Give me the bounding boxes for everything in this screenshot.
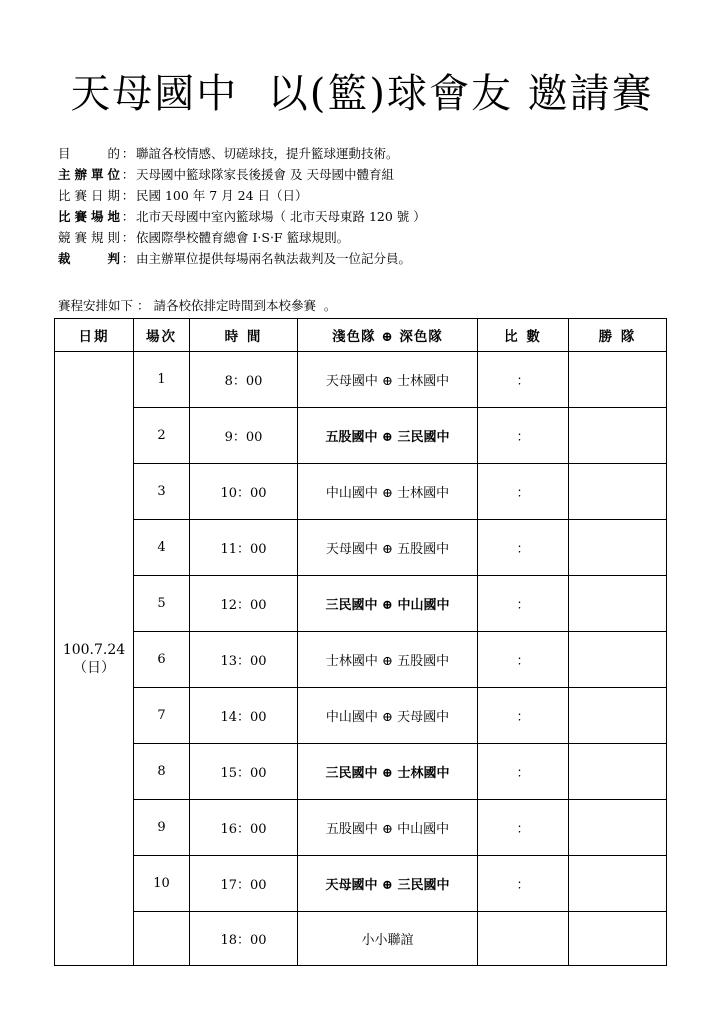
info-label: 競賽規則 xyxy=(58,230,120,245)
info-separator: ： xyxy=(121,230,135,245)
score-cell: ： xyxy=(478,744,569,800)
score-cell: ： xyxy=(478,632,569,688)
winner-cell xyxy=(569,744,667,800)
info-value: 由主辦單位提供每場兩名執法裁判及一位記分員。 xyxy=(136,251,412,266)
header-date: 日期 xyxy=(55,319,134,352)
table-row xyxy=(55,800,667,856)
game-number: 4 xyxy=(134,520,190,576)
header-time: 時 間 xyxy=(190,319,298,352)
table-row xyxy=(55,744,667,800)
info-value: 北市天母國中室內籃球場（ 北市天母東路 120 號 ） xyxy=(136,209,426,224)
table-row xyxy=(55,352,667,408)
info-value: 依國際學校體育總會 I‧S‧F 籃球規則。 xyxy=(136,230,350,245)
info-row-date xyxy=(58,185,698,206)
game-number: 8 xyxy=(134,744,190,800)
info-separator: ： xyxy=(121,146,135,161)
final-event: 小小聯誼 xyxy=(298,912,478,966)
matchup: 中山國中 ⊕ 天母國中 xyxy=(298,688,478,744)
game-number: 10 xyxy=(134,856,190,912)
matchup: 天母國中 ⊕ 士林國中 xyxy=(298,352,478,408)
game-time: 8：00 xyxy=(190,352,298,408)
game-number: 7 xyxy=(134,688,190,744)
info-row-purpose xyxy=(58,143,698,164)
date-weekday: （日） xyxy=(73,659,115,676)
winner-cell xyxy=(569,688,667,744)
winner-cell xyxy=(569,800,667,856)
table-row xyxy=(55,688,667,744)
game-time: 14：00 xyxy=(190,688,298,744)
game-number: 5 xyxy=(134,576,190,632)
info-separator: ： xyxy=(121,188,135,203)
info-label: 比賽日期 xyxy=(58,188,120,203)
score-cell: ： xyxy=(478,408,569,464)
winner-cell xyxy=(569,464,667,520)
game-number: 9 xyxy=(134,800,190,856)
matchup: 士林國中 ⊕ 五股國中 xyxy=(298,632,478,688)
table-row-final xyxy=(55,912,667,966)
winner-cell xyxy=(569,352,667,408)
page-title: 天母國中 以(籃)球會友 邀請賽 xyxy=(70,71,654,117)
info-separator: ： xyxy=(121,251,135,266)
info-value: 天母國中籃球隊家長後援會 及 天母國中體育組 xyxy=(136,167,394,182)
game-time: 13：00 xyxy=(190,632,298,688)
info-label: 目的 xyxy=(58,146,120,161)
score-cell: ： xyxy=(478,520,569,576)
info-value: 民國 100 年 7 月 24 日（日） xyxy=(136,188,308,203)
game-number: 2 xyxy=(134,408,190,464)
info-separator: ： xyxy=(121,167,135,182)
header-winner: 勝 隊 xyxy=(569,319,667,352)
info-row-referee xyxy=(58,248,698,269)
info-row-organizer xyxy=(58,164,698,185)
info-separator: ： xyxy=(121,209,135,224)
matchup: 五股國中 ⊕ 中山國中 xyxy=(298,800,478,856)
game-time: 12：00 xyxy=(190,576,298,632)
game-time: 10：00 xyxy=(190,464,298,520)
winner-cell xyxy=(569,520,667,576)
matchup: 五股國中 ⊕ 三民國中 xyxy=(298,408,478,464)
game-number: 6 xyxy=(134,632,190,688)
table-row xyxy=(55,464,667,520)
table-header-row xyxy=(55,319,667,352)
winner-cell xyxy=(569,408,667,464)
game-number: 3 xyxy=(134,464,190,520)
event-info xyxy=(58,143,698,269)
score-cell: ： xyxy=(478,464,569,520)
info-label: 主辦單位 xyxy=(58,167,120,182)
table-row xyxy=(55,408,667,464)
score-cell: ： xyxy=(478,688,569,744)
score-cell: ： xyxy=(478,576,569,632)
game-time: 18：00 xyxy=(190,912,298,966)
score-cell: ： xyxy=(478,856,569,912)
schedule-intro: 賽程安排如下 ： 請各校依排定時間到本校參賽 。 xyxy=(58,298,337,313)
date-cell xyxy=(55,352,134,966)
header-game: 場次 xyxy=(134,319,190,352)
score-cell: ： xyxy=(478,800,569,856)
winner-cell xyxy=(569,856,667,912)
game-time: 17：00 xyxy=(190,856,298,912)
game-time: 16：00 xyxy=(190,800,298,856)
info-value: 聯誼各校情感、切磋球技，提升籃球運動技術。 xyxy=(136,146,399,161)
header-score: 比 數 xyxy=(478,319,569,352)
game-time: 15：00 xyxy=(190,744,298,800)
game-time: 9：00 xyxy=(190,408,298,464)
info-row-venue xyxy=(58,206,698,227)
winner-cell xyxy=(569,576,667,632)
game-time: 11：00 xyxy=(190,520,298,576)
game-number-empty xyxy=(134,912,190,966)
table-row xyxy=(55,576,667,632)
info-label: 比賽場地 xyxy=(58,209,120,224)
header-teams: 淺色隊 ⊕ 深色隊 xyxy=(298,319,478,352)
table-row xyxy=(55,520,667,576)
matchup: 天母國中 ⊕ 三民國中 xyxy=(298,856,478,912)
table-row xyxy=(55,856,667,912)
game-number: 1 xyxy=(134,352,190,408)
score-cell: ： xyxy=(478,352,569,408)
matchup: 三民國中 ⊕ 士林國中 xyxy=(298,744,478,800)
matchup: 中山國中 ⊕ 士林國中 xyxy=(298,464,478,520)
info-row-rules xyxy=(58,227,698,248)
matchup: 天母國中 ⊕ 五股國中 xyxy=(298,520,478,576)
winner-cell xyxy=(569,912,667,966)
schedule-table xyxy=(54,318,667,966)
winner-cell xyxy=(569,632,667,688)
matchup: 三民國中 ⊕ 中山國中 xyxy=(298,576,478,632)
score-cell xyxy=(478,912,569,966)
info-label: 裁判 xyxy=(58,251,120,266)
date-value: 100.7.24 xyxy=(62,641,126,658)
table-row xyxy=(55,632,667,688)
